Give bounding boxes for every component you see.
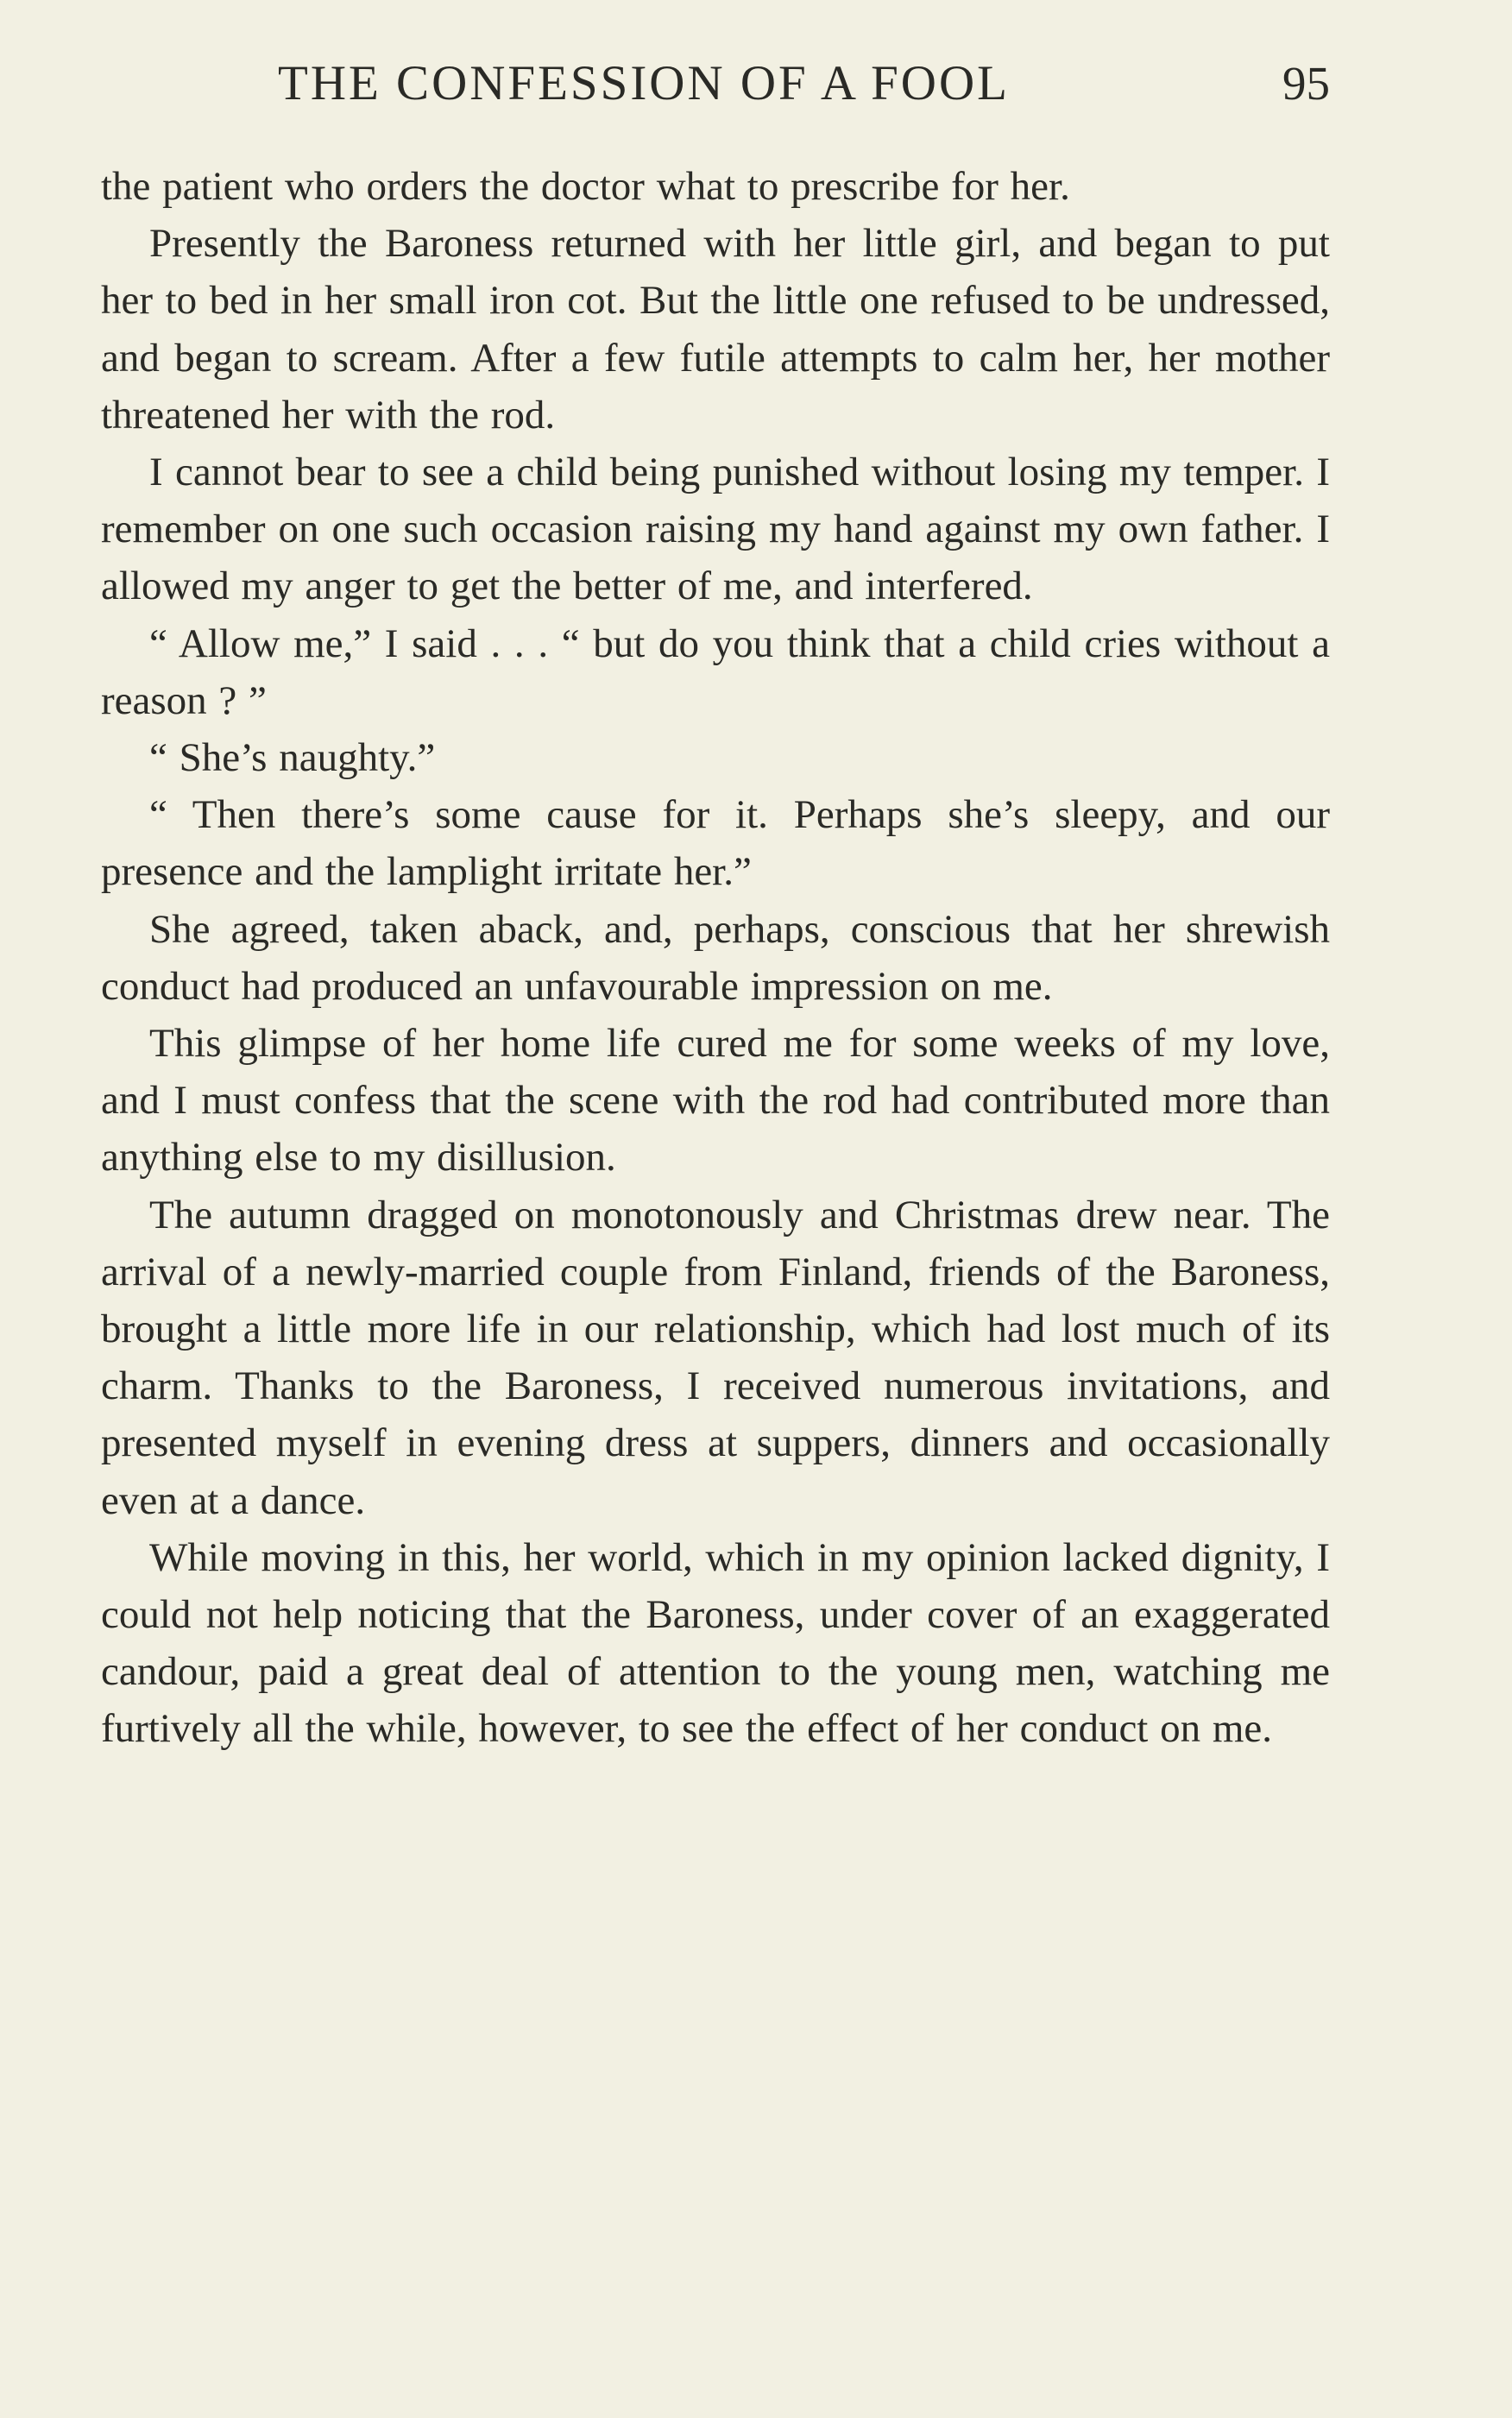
paragraph: This glimpse of her home life cured me for some weeks of my love, and I must confess that the scene with the rod had contributed more than anything else to my disillusion.	[101, 1021, 1330, 1181]
dialogue-paragraph: “ She’s naughty.”	[149, 735, 436, 781]
body-text	[101, 158, 1330, 1758]
dialogue-paragraph: “ Then there’s some cause for it. Perhaps she’s sleepy, and our presence and the lamplight irritate her.”	[101, 792, 1330, 895]
dialogue-paragraph: “ Allow me,” I said . . . “ but do you think that a child cries without a reason ? ”	[101, 620, 1330, 723]
page-number: 95	[1282, 57, 1330, 110]
paragraph: I cannot bear to see a child being punished without losing my temper. I remember on one such occasion raising my hand against my own father. I allowed my anger to get the better of me, and interfered.	[101, 450, 1330, 609]
paragraph: While moving in this, her world, which in my opinion lacked dignity, I could not help noticing that the Baroness, under cover of an exaggerated candour, paid a great deal of attention to the young men, watching me furtively all the while, however, to see the effect of her conduct on me.	[101, 1534, 1330, 1752]
paragraph-continued: the patient who orders the doctor what to prescribe for her.	[101, 164, 1070, 209]
paragraph: The autumn dragged on monotonously and Christmas drew near. The arrival of a newly-married couple from Finland, friends of the Baroness, brought a little more life in our relationship, which had lost much of its charm. Thanks to the Baroness, I received numerous invitations, and presented myself in evening dress at suppers, dinners and occasionally even at a dance.	[101, 1192, 1330, 1523]
running-head-title: THE CONFESSION OF A FOOL	[278, 56, 1010, 110]
paragraph: She agreed, taken aback, and, perhaps, conscious that her shrewish conduct had produced an unfavourable impression on me.	[101, 906, 1330, 1009]
running-head	[101, 54, 1330, 114]
paragraph: Presently the Baroness returned with her little girl, and began to put her to bed in her small iron cot. But the little one refused to be undressed, and began to scream. After a few futile attempts to calm her, her mother threatened her with the rod.	[101, 221, 1330, 438]
